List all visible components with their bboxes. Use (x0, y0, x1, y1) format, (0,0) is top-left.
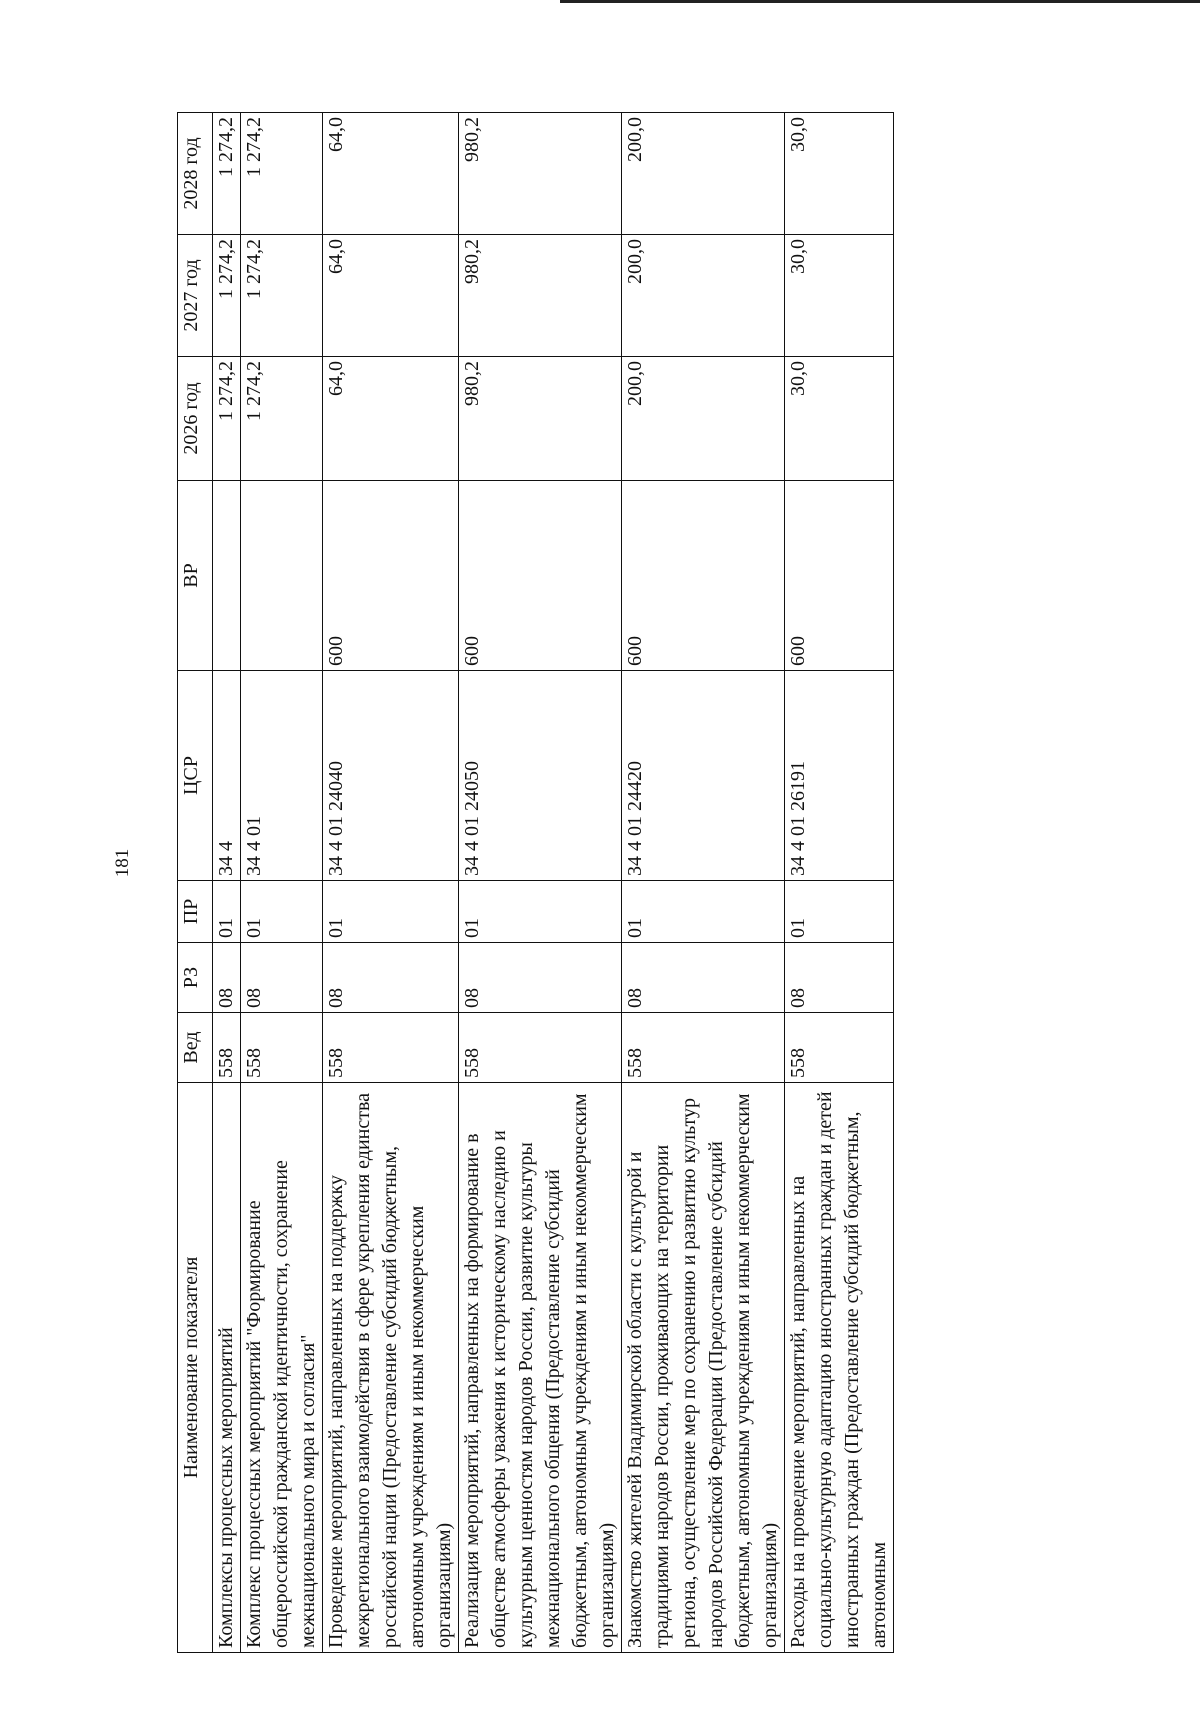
cell-2027: 200,0 (622, 235, 785, 357)
cell-pr: 01 (241, 881, 323, 943)
header-2026: 2026 год (178, 357, 213, 481)
cell-name: Знакомство жителей Владимирской области с культурой и традициями народов России, проживающих на территории региона, осуществление мер по сохранению и развитию культур народов Российской Федерации (Предоставление субсидий бюджетным, автономным учреждениям и иным некоммерческим организациям) (622, 1083, 785, 1653)
cell-2026: 1 274,2 (213, 357, 241, 481)
cell-2027: 980,2 (459, 235, 622, 357)
header-2028: 2028 год (178, 113, 213, 235)
page-number: 181 (112, 848, 133, 878)
cell-rz: 08 (241, 943, 323, 1013)
cell-ved: 558 (459, 1013, 622, 1083)
cell-2028: 980,2 (459, 113, 622, 235)
cell-2026: 64,0 (323, 357, 459, 481)
cell-pr: 01 (622, 881, 785, 943)
cell-2027: 30,0 (785, 235, 894, 357)
cell-2028: 1 274,2 (241, 113, 323, 235)
cell-2028: 1 274,2 (213, 113, 241, 235)
header-csr: ЦСР (178, 671, 213, 881)
cell-2028: 30,0 (785, 113, 894, 235)
cell-2028: 64,0 (323, 113, 459, 235)
cell-vr: 600 (785, 481, 894, 671)
cell-ved: 558 (213, 1013, 241, 1083)
cell-rz: 08 (785, 943, 894, 1013)
header-rz: РЗ (178, 943, 213, 1013)
cell-name: Расходы на проведение мероприятий, направленных на социально-культурную адаптацию иностранных граждан и детей иностранных граждан (Предоставление субсидий бюджетным, автономным (785, 1083, 894, 1653)
cell-vr: 600 (459, 481, 622, 671)
cell-csr: 34 4 01 26191 (785, 671, 894, 881)
cell-vr (241, 481, 323, 671)
cell-name: Комплексы процессных мероприятий (213, 1083, 241, 1653)
header-pr: ПР (178, 881, 213, 943)
cell-csr: 34 4 01 24420 (622, 671, 785, 881)
cell-2027: 1 274,2 (213, 235, 241, 357)
cell-ved: 558 (323, 1013, 459, 1083)
cell-2026: 200,0 (622, 357, 785, 481)
table-row (241, 113, 323, 1653)
cell-name: Проведение мероприятий, направленных на поддержку межрегионального взаимодействия в сфере укрепления единства российской нации (Предоставление субсидий бюджетным, автономным учреждениям и иным некоммерческим организациям) (323, 1083, 459, 1653)
cell-ved: 558 (241, 1013, 323, 1083)
cell-rz: 08 (622, 943, 785, 1013)
cell-rz: 08 (323, 943, 459, 1013)
cell-name: Реализация мероприятий, направленных на формирование в обществе атмосферы уважения к историческому наследию и культурным ценностям народов России, развитие культуры межнационального общения (Предоставление субсидий бюджетным, автономным учреждениям и иным некоммерческим организациям) (459, 1083, 622, 1653)
cell-csr: 34 4 01 (241, 671, 323, 881)
table-row (459, 113, 622, 1653)
budget-table (177, 112, 894, 1653)
rotated-table-wrapper (177, 113, 1057, 1653)
cell-2026: 30,0 (785, 357, 894, 481)
header-name: Наименование показателя (178, 1083, 213, 1653)
cell-csr: 34 4 (213, 671, 241, 881)
cell-vr: 600 (622, 481, 785, 671)
cell-2026: 980,2 (459, 357, 622, 481)
header-ved: Вед (178, 1013, 213, 1083)
cell-2028: 200,0 (622, 113, 785, 235)
cell-rz: 08 (459, 943, 622, 1013)
cell-pr: 01 (213, 881, 241, 943)
cell-vr: 600 (323, 481, 459, 671)
cell-pr: 01 (459, 881, 622, 943)
table-row (785, 113, 894, 1653)
cell-csr: 34 4 01 24040 (323, 671, 459, 881)
cell-vr (213, 481, 241, 671)
table-row (622, 113, 785, 1653)
cell-2027: 1 274,2 (241, 235, 323, 357)
table-row (323, 113, 459, 1653)
header-vr: ВР (178, 481, 213, 671)
cell-ved: 558 (622, 1013, 785, 1083)
cell-name: Комплекс процессных мероприятий "Формирование общероссийской гражданской идентичности, сохранение межнационального мира и согласия" (241, 1083, 323, 1653)
cell-ved: 558 (785, 1013, 894, 1083)
cell-pr: 01 (785, 881, 894, 943)
cell-csr: 34 4 01 24050 (459, 671, 622, 881)
table-header-row (178, 113, 213, 1653)
cell-rz: 08 (213, 943, 241, 1013)
cell-pr: 01 (323, 881, 459, 943)
scan-edge-line (560, 0, 1200, 3)
cell-2026: 1 274,2 (241, 357, 323, 481)
header-2027: 2027 год (178, 235, 213, 357)
cell-2027: 64,0 (323, 235, 459, 357)
table-row (213, 113, 241, 1653)
